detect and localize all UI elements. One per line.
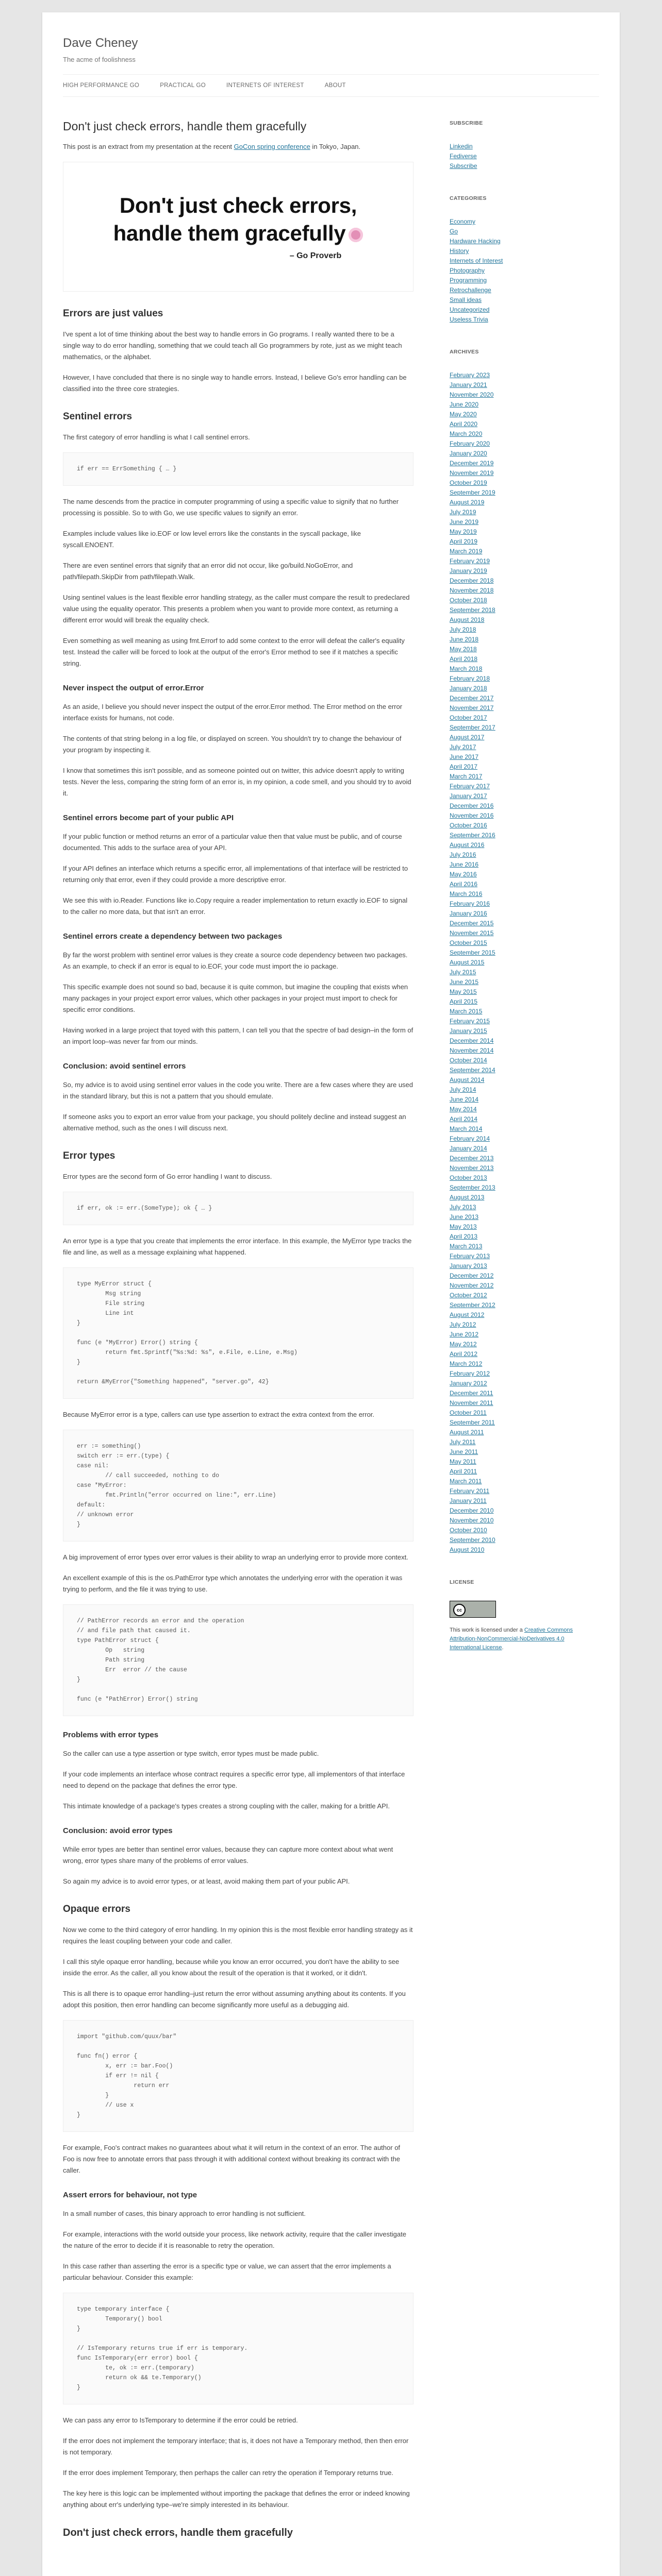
paragraph: We see this with io.Reader. Functions like io.Copy require a reader implementation to return exactly io.EOF to signal to the caller no more data, but that isn't an error. — [63, 896, 408, 916]
archive-link-item[interactable]: April 2020 — [450, 420, 478, 428]
archive-link-item[interactable]: July 2012 — [450, 1321, 476, 1328]
paragraph: For example, Foo's contract makes no guarantees about what it will return in the context of an error. The author of Foo is now free to annotate errors that pass through it with additional context without breaking its contract with the caller. — [63, 2144, 401, 2174]
archive-link-item[interactable]: November 2019 — [450, 469, 494, 477]
license-link[interactable]: Creative Commons Attribution-NonCommercial-NoDerivatives 4.0 International License — [450, 1627, 573, 1651]
paragraph: If someone asks you to export an error value from your package, you should politely decline and instead suggest an alternative method, such as the ones I will discuss next. — [63, 1113, 406, 1132]
subscribe-link-item[interactable]: Linkedin — [450, 143, 473, 150]
paragraph: If the error does not implement the temporary interface; that is, it does not have a Temporary method, then then error is not temporary. — [63, 2437, 409, 2456]
archive-link-item[interactable]: April 2019 — [450, 538, 478, 545]
archive-link-item[interactable]: October 2014 — [450, 1057, 487, 1064]
category-link-item[interactable]: Internets of Interest — [450, 257, 503, 264]
archive-link-item[interactable]: April 2011 — [450, 1468, 477, 1475]
archive-link-item[interactable]: January 2019 — [450, 567, 487, 574]
section-heading: Conclusion: avoid error types — [63, 1826, 173, 1835]
archive-link-item[interactable]: January 2012 — [450, 1380, 487, 1387]
archive-link-item[interactable]: March 2011 — [450, 1478, 482, 1485]
code-block: if err, ok := err.(SomeType); ok { … } — [63, 1192, 413, 1225]
paragraph: While error types are better than sentinel error values, because they can capture more context about what went wrong, error types share many of the problems of error values. — [63, 1845, 393, 1865]
archive-link-item[interactable]: September 2013 — [450, 1184, 495, 1191]
archive-link-item[interactable]: September 2018 — [450, 606, 495, 614]
archive-link-item[interactable]: December 2018 — [450, 577, 494, 584]
paragraph: In a small number of cases, this binary approach to error handling is not sufficient. — [63, 2210, 306, 2217]
paragraph: So, my advice is to avoid using sentinel error values in the code you write. There are a few cases where they are used in the standard library, but this is not a pattern that you should emulate. — [63, 1081, 413, 1100]
archive-link-item[interactable]: February 2012 — [450, 1370, 490, 1377]
archive-link-item[interactable]: September 2014 — [450, 1066, 495, 1074]
archive-link-item[interactable]: June 2018 — [450, 636, 479, 643]
archive-link-item[interactable]: August 2015 — [450, 959, 485, 966]
archive-link-item[interactable]: December 2019 — [450, 460, 494, 467]
intro-text: This post is an extract from my presentation at the recent — [63, 143, 234, 150]
paragraph: If your public function or method returns an error of a particular value then that value must be public, and of course documented. This adds to the surface area of your API. — [63, 833, 402, 852]
banner-line-1: Don't just check errors, — [119, 193, 357, 217]
archive-link-item[interactable]: June 2016 — [450, 861, 479, 868]
archive-link-item[interactable]: March 2013 — [450, 1243, 483, 1250]
section-heading: Conclusion: avoid sentinel errors — [63, 1062, 186, 1071]
archive-link-item[interactable]: December 2012 — [450, 1272, 494, 1279]
archive-link-item[interactable]: June 2013 — [450, 1213, 479, 1221]
paragraph: A big improvement of error types over error values is their ability to wrap an underlying error to provide more context. — [63, 1553, 408, 1561]
paragraph: I know that sometimes this isn't possible, and as someone pointed out on twitter, this advice doesn't apply to writing tests. Never the less, comparing the string form of an error is, in my opinion, a code smell, and you should try to avoid it. — [63, 767, 411, 797]
archive-link-item[interactable]: September 2016 — [450, 832, 495, 839]
section-heading: Assert errors for behaviour, not type — [63, 2191, 197, 2199]
main-navigation — [63, 74, 599, 97]
flower-icon — [349, 228, 363, 242]
archive-link-item[interactable]: July 2018 — [450, 626, 476, 633]
archive-link-item[interactable]: January 2013 — [450, 1262, 487, 1269]
archive-link-item[interactable]: March 2015 — [450, 1008, 483, 1015]
archive-link-item[interactable]: July 2013 — [450, 1204, 476, 1211]
archive-link-item[interactable]: May 2011 — [450, 1458, 476, 1465]
paragraph: Using sentinel values is the least flexible error handling strategy, as the caller must compare the result to predeclared value using the equality operator. This presents a problem when you want to provide more context, as returning a different error would will break the equality check. — [63, 594, 410, 624]
paragraph: By far the worst problem with sentinel error values is they create a source code dependency between two packages. As an example, to check if an error is equal to io.EOF, your code must import the io package. — [63, 951, 408, 970]
code-block: err := something() switch err := err.(type) { case nil: // call succeeded, nothing to do case *MyError: fmt.Println("error occurred on line:", err.Line) default: // unknown error } — [63, 1430, 413, 1541]
archive-link-item[interactable]: August 2019 — [450, 499, 485, 506]
archive-link-item[interactable]: February 2016 — [450, 900, 490, 907]
paragraph: An excellent example of this is the os.PathError type which annotates the underlying error with the operation it was trying to perform, and the file it was trying to use. — [63, 1574, 403, 1593]
paragraph: As an aside, I believe you should never inspect the output of the error.Error method. The Error method on the error interface exists for humans, not code. — [63, 703, 403, 722]
license-title: LICENSE — [450, 1579, 474, 1585]
archive-link-item[interactable]: October 2012 — [450, 1292, 487, 1299]
archive-link-item[interactable]: July 2014 — [450, 1086, 476, 1093]
archive-link-item[interactable]: March 2019 — [450, 548, 483, 555]
archive-link-item[interactable]: April 2015 — [450, 998, 478, 1005]
archive-link-item[interactable]: February 2023 — [450, 371, 490, 379]
archive-link-item[interactable]: May 2018 — [450, 646, 477, 653]
archive-link-item[interactable]: February 2013 — [450, 1252, 490, 1260]
archive-link-item[interactable]: September 2010 — [450, 1536, 495, 1544]
archive-link-item[interactable]: June 2019 — [450, 518, 479, 526]
archive-link-item[interactable]: February 2018 — [450, 675, 490, 682]
archive-link-item[interactable]: December 2010 — [450, 1507, 494, 1514]
archive-link-item[interactable]: November 2020 — [450, 391, 494, 398]
subscribe-title: SUBSCRIBE — [450, 120, 483, 126]
archive-link-item[interactable]: May 2019 — [450, 528, 477, 535]
archive-link-item[interactable]: October 2019 — [450, 479, 487, 486]
archive-link-item[interactable]: July 2015 — [450, 969, 476, 976]
archive-link-item[interactable]: June 2020 — [450, 401, 479, 408]
article — [63, 118, 413, 2548]
archive-link-item[interactable]: May 2014 — [450, 1106, 477, 1113]
sidebar — [450, 118, 578, 1675]
archive-link-item[interactable]: December 2013 — [450, 1155, 494, 1162]
archive-link-item[interactable]: January 2018 — [450, 685, 487, 692]
archive-link-item[interactable]: June 2017 — [450, 753, 479, 760]
archives-title: ARCHIVES — [450, 349, 479, 355]
archive-link-item[interactable]: June 2011 — [450, 1448, 478, 1455]
archive-link-item[interactable]: December 2015 — [450, 920, 494, 927]
archive-link-item[interactable]: December 2016 — [450, 802, 494, 809]
next-section-title: Don't just check errors, handle them gracefully — [63, 2527, 293, 2538]
archive-link-item[interactable]: February 2020 — [450, 440, 490, 447]
archive-link-item[interactable]: August 2014 — [450, 1076, 485, 1083]
archive-link-item[interactable]: November 2012 — [450, 1282, 494, 1289]
archive-link-item[interactable]: April 2013 — [450, 1233, 478, 1240]
archive-link-item[interactable]: October 2010 — [450, 1527, 487, 1534]
archive-link-item[interactable]: March 2016 — [450, 890, 483, 897]
archive-link-item[interactable]: April 2016 — [450, 880, 478, 888]
license-text — [450, 1626, 578, 1652]
section-heading: Never inspect the output of error.Error — [63, 684, 204, 692]
paragraph: The contents of that string belong in a log file, or displayed on screen. You shouldn't try to change the behaviour of your program by inspecting it. — [63, 735, 402, 754]
archive-link-item[interactable]: April 2018 — [450, 655, 478, 663]
site-title[interactable]: Dave Cheney — [63, 36, 138, 50]
archive-link-item[interactable]: March 2012 — [450, 1360, 483, 1367]
archive-link-item[interactable]: February 2011 — [450, 1487, 490, 1495]
category-link-item[interactable]: Go — [450, 228, 458, 235]
categories-list — [450, 217, 578, 325]
archive-link-item[interactable]: January 2016 — [450, 910, 487, 917]
archive-link-item[interactable]: May 2020 — [450, 411, 477, 418]
paragraph: This is all there is to opaque error handling–just return the error without assuming anything about its contents. If you adopt this position, then error handling can become significantly more useful as a debugging aid. — [63, 1990, 406, 2009]
subscribe-widget — [450, 118, 578, 171]
category-link-item[interactable]: Retrochallenge — [450, 286, 491, 294]
archive-link-item[interactable]: May 2013 — [450, 1223, 477, 1230]
category-link-item[interactable]: Small ideas — [450, 296, 482, 303]
creative-commons-badge-icon[interactable] — [450, 1601, 496, 1618]
archive-link-item[interactable]: May 2012 — [450, 1341, 477, 1348]
article-body — [63, 307, 413, 2511]
archive-link-item[interactable]: August 2018 — [450, 616, 485, 623]
archive-link-item[interactable]: August 2013 — [450, 1194, 485, 1201]
archive-link-item[interactable]: October 2013 — [450, 1174, 487, 1181]
archive-link-item[interactable]: October 2015 — [450, 939, 487, 946]
paragraph: If the error does implement Temporary, then perhaps the caller can retry the operation if Temporary returns true. — [63, 2469, 393, 2477]
archive-link-item[interactable]: February 2019 — [450, 557, 490, 565]
category-link-item[interactable]: History — [450, 247, 469, 255]
nav-high-performance-go[interactable]: HIGH PERFORMANCE GO — [63, 82, 140, 89]
article-title: Don't just check errors, handle them gracefully — [63, 120, 307, 133]
category-link-item[interactable]: Programming — [450, 277, 487, 284]
subscribe-list — [450, 142, 578, 171]
paragraph: This specific example does not sound so bad, because it is quite common, but imagine the coupling that exists when many packages in your project export error values, which other packages in your project must import to check for specific error conditions. — [63, 983, 408, 1013]
paragraph: There are even sentinel errors that signify that an error did not occur, like go/build.NoGoError, and path/filepath.SkipDir from path/filepath.Walk. — [63, 562, 353, 581]
paragraph: This intimate knowledge of a package's types creates a strong coupling with the caller, making for a brittle API. — [63, 1802, 390, 1810]
code-block: type MyError struct { Msg string File string Line int } func (e *MyError) Error() string { return fmt.Sprintf("%s:%d: %s", e.File, e.Line, e.Msg) } return &MyError{"Something happened", "server.go", 42} — [63, 1267, 413, 1399]
section-heading: Sentinel errors become part of your public API — [63, 814, 234, 822]
paragraph: If your API defines an interface which returns a specific error, all implementations of that interface will be restricted to returning only that error, even if they could provide a more descriptive error. — [63, 865, 408, 884]
archive-link-item[interactable]: September 2019 — [450, 489, 495, 496]
archive-link-item[interactable]: November 2016 — [450, 812, 494, 819]
code-block: if err == ErrSomething { … } — [63, 452, 413, 486]
archive-link-item[interactable]: May 2016 — [450, 871, 477, 878]
archive-link-item[interactable]: January 2017 — [450, 792, 487, 800]
category-link-item[interactable]: Hardware Hacking — [450, 238, 501, 245]
archive-link-item[interactable]: July 2016 — [450, 851, 476, 858]
archive-link-item[interactable]: January 2020 — [450, 450, 487, 457]
paragraph: The first category of error handling is what I call sentinel errors. — [63, 433, 250, 441]
archive-link-item[interactable]: December 2017 — [450, 694, 494, 702]
paragraph: Because MyError error is a type, callers can use type assertion to extract the extra context from the error. — [63, 1411, 375, 1418]
archive-link-item[interactable]: June 2014 — [450, 1096, 479, 1103]
archive-link-item[interactable]: December 2014 — [450, 1037, 494, 1044]
paragraph: So again my advice is to avoid error types, or at least, avoid making them part of your public API. — [63, 1877, 350, 1885]
category-link-item[interactable]: Photography — [450, 267, 485, 274]
category-link-item[interactable]: Economy — [450, 218, 476, 225]
code-block: type temporary interface { Temporary() bool } // IsTemporary returns true if err is temporary. func IsTemporary(err error) bool { te, ok := err.(temporary) return ok && te.Temporary() } — [63, 2293, 413, 2404]
archive-link-item[interactable]: June 2015 — [450, 978, 479, 986]
archive-link-item[interactable]: February 2017 — [450, 783, 490, 790]
archive-link-item[interactable]: March 2020 — [450, 430, 483, 437]
archive-link-item[interactable]: March 2014 — [450, 1125, 483, 1132]
paragraph: Error types are the second form of Go error handling I want to discuss. — [63, 1173, 272, 1180]
archive-link-item[interactable]: November 2010 — [450, 1517, 494, 1524]
site-header — [63, 12, 599, 89]
paragraph: We can pass any error to IsTemporary to determine if the error could be retried. — [63, 2416, 298, 2424]
categories-widget — [450, 194, 578, 325]
nav-practical-go[interactable]: PRACTICAL GO — [160, 82, 206, 89]
paragraph: Now we come to the third category of error handling. In my opinion this is the most flexible error handling strategy as it requires the least coupling between your code and caller. — [63, 1926, 413, 1945]
banner-line-2-text: handle them gracefully — [113, 221, 346, 245]
archive-link-item[interactable]: August 2017 — [450, 734, 485, 741]
subscribe-link-item[interactable]: Fediverse — [450, 152, 477, 160]
archive-link-item[interactable]: October 2017 — [450, 714, 487, 721]
archive-link-item[interactable]: July 2017 — [450, 743, 476, 751]
paragraph: In this case rather than asserting the error is a specific type or value, we can assert that the error implements a particular behaviour. Consider this example: — [63, 2262, 391, 2281]
section-heading: Sentinel errors create a dependency between two packages — [63, 932, 283, 941]
archive-link-item[interactable]: August 2012 — [450, 1311, 485, 1318]
archive-link-item[interactable]: September 2011 — [450, 1419, 495, 1426]
proverb-banner — [63, 162, 413, 292]
paragraph: The name descends from the practice in computer programming of using a specific value to signify that no further processing is possible. So to with Go, we use specific values to signify an error. — [63, 498, 399, 517]
archive-link-item[interactable]: November 2015 — [450, 929, 494, 937]
code-block: import "github.com/quux/bar" func fn() error { x, err := bar.Foo() if err != nil { return err } // use x } — [63, 2020, 413, 2132]
archive-link-item[interactable]: October 2016 — [450, 822, 487, 829]
archive-link-item[interactable]: August 2010 — [450, 1546, 485, 1553]
archive-link-item[interactable]: February 2015 — [450, 1018, 490, 1025]
archives-widget — [450, 347, 578, 1555]
paragraph: For example, interactions with the world outside your process, like network activity, require that the caller investigate the nature of the error to decide if it is reasonable to retry the operation. — [63, 2230, 406, 2249]
archive-link-item[interactable]: September 2012 — [450, 1301, 495, 1309]
section-heading: Problems with error types — [63, 1731, 159, 1739]
archive-link-item[interactable]: April 2012 — [450, 1350, 478, 1358]
archive-link-item[interactable]: October 2018 — [450, 597, 487, 604]
site-description: The acme of foolishness — [63, 56, 136, 63]
archive-link-item[interactable]: April 2017 — [450, 763, 478, 770]
paragraph: The key here is this logic can be implemented without importing the package that defines the error or indeed knowing anything about err's underlying type–we're simply interested in its behaviour. — [63, 2489, 410, 2509]
page — [42, 12, 620, 2576]
archive-link-item[interactable]: January 2011 — [450, 1497, 487, 1504]
archive-link-item[interactable]: September 2015 — [450, 949, 495, 956]
paragraph: I call this style opaque error handling, because while you know an error occurred, you don't have the ability to see inside the error. As the caller, all you know about the result of the operation is that it worked, or it didn't. — [63, 1958, 400, 1977]
gocon-link[interactable]: GoCon spring conference — [234, 143, 310, 150]
paragraph: An error type is a type that you create that implements the error interface. In this example, the MyError type tracks the file and line, as well as a message explaining what happened. — [63, 1237, 412, 1256]
code-block: // PathError records an error and the operation // and file path that caused it. type PathError struct { Op string Path string Err error // the cause } func (e *PathError) Error() string — [63, 1604, 413, 1716]
banner-line-2 — [113, 219, 363, 247]
section-heading: Sentinel errors — [63, 411, 133, 422]
archive-link-item[interactable]: November 2017 — [450, 704, 494, 711]
archive-link-item[interactable]: June 2012 — [450, 1331, 479, 1338]
archive-link-item[interactable]: November 2013 — [450, 1164, 494, 1172]
nav-about[interactable]: ABOUT — [324, 82, 346, 89]
archive-link-item[interactable]: January 2014 — [450, 1145, 487, 1152]
archive-link-item[interactable]: March 2018 — [450, 665, 483, 672]
categories-title: CATEGORIES — [450, 195, 487, 201]
paragraph: However, I have concluded that there is no single way to handle errors. Instead, I believe Go's error handling can be classified into the three core strategies. — [63, 374, 407, 393]
archive-link-item[interactable]: November 2018 — [450, 587, 494, 594]
archive-link-item[interactable]: December 2011 — [450, 1389, 493, 1397]
paragraph: So the caller can use a type assertion or type switch, error types must be made public. — [63, 1750, 319, 1757]
paragraph: Having worked in a large project that toyed with this pattern, I can tell you that the spectre of bad design–in the form of an import loop–was never far from our minds. — [63, 1026, 413, 1045]
banner-attribution: – Go Proverb — [289, 251, 342, 260]
archive-link-item[interactable]: July 2011 — [450, 1438, 476, 1446]
archive-link-item[interactable]: February 2014 — [450, 1135, 490, 1142]
nav-internets-of-interest[interactable]: INTERNETS OF INTEREST — [226, 82, 304, 89]
section-heading: Opaque errors — [63, 1904, 130, 1914]
category-link-item[interactable]: Useless Trivia — [450, 316, 488, 323]
archive-link-item[interactable]: April 2014 — [450, 1115, 478, 1123]
paragraph: If your code implements an interface whose contract requires a specific error type, all implementors of that interface need to depend on the package that defines the error type. — [63, 1770, 405, 1789]
section-heading: Error types — [63, 1150, 115, 1161]
paragraph: I've spent a lot of time thinking about the best way to handle errors in Go programs. I really wanted there to be a single way to do error handling, something that we could teach all Go programmers by rote, just as we might teach mathematics, or the alphabet. — [63, 330, 402, 361]
archive-link-item[interactable]: October 2011 — [450, 1409, 487, 1416]
archive-link-item[interactable]: January 2015 — [450, 1027, 487, 1035]
article-intro — [63, 141, 413, 152]
archives-list — [450, 370, 578, 1555]
subscribe-link-item[interactable]: Subscribe — [450, 162, 477, 170]
license-post: . — [502, 1645, 504, 1651]
license-widget — [450, 1578, 578, 1652]
archive-link-item[interactable]: May 2015 — [450, 988, 477, 995]
paragraph: Even something as well meaning as using fmt.Errorf to add some context to the error will defeat the caller's equality test. Instead the caller will be forced to look at the output of the error's Error method to see if it matches a specific string. — [63, 637, 405, 667]
license-pre: This work is licensed under a — [450, 1627, 524, 1633]
intro-text-end: in Tokyo, Japan. — [310, 143, 361, 150]
section-heading: Errors are just values — [63, 308, 163, 319]
archive-link-item[interactable]: January 2021 — [450, 381, 487, 388]
archive-link-item[interactable]: November 2011 — [450, 1399, 493, 1406]
archive-link-item[interactable]: November 2014 — [450, 1047, 494, 1054]
archive-link-item[interactable]: March 2017 — [450, 773, 483, 780]
archive-link-item[interactable]: August 2011 — [450, 1429, 484, 1436]
archive-link-item[interactable]: August 2016 — [450, 841, 485, 849]
category-link-item[interactable]: Uncategorized — [450, 306, 490, 313]
archive-link-item[interactable]: September 2017 — [450, 724, 495, 731]
archive-link-item[interactable]: July 2019 — [450, 509, 476, 516]
cc-logo-text: cc — [453, 1604, 466, 1616]
paragraph: Examples include values like io.EOF or low level errors like the constants in the syscall package, like syscall.ENOENT. — [63, 530, 361, 549]
